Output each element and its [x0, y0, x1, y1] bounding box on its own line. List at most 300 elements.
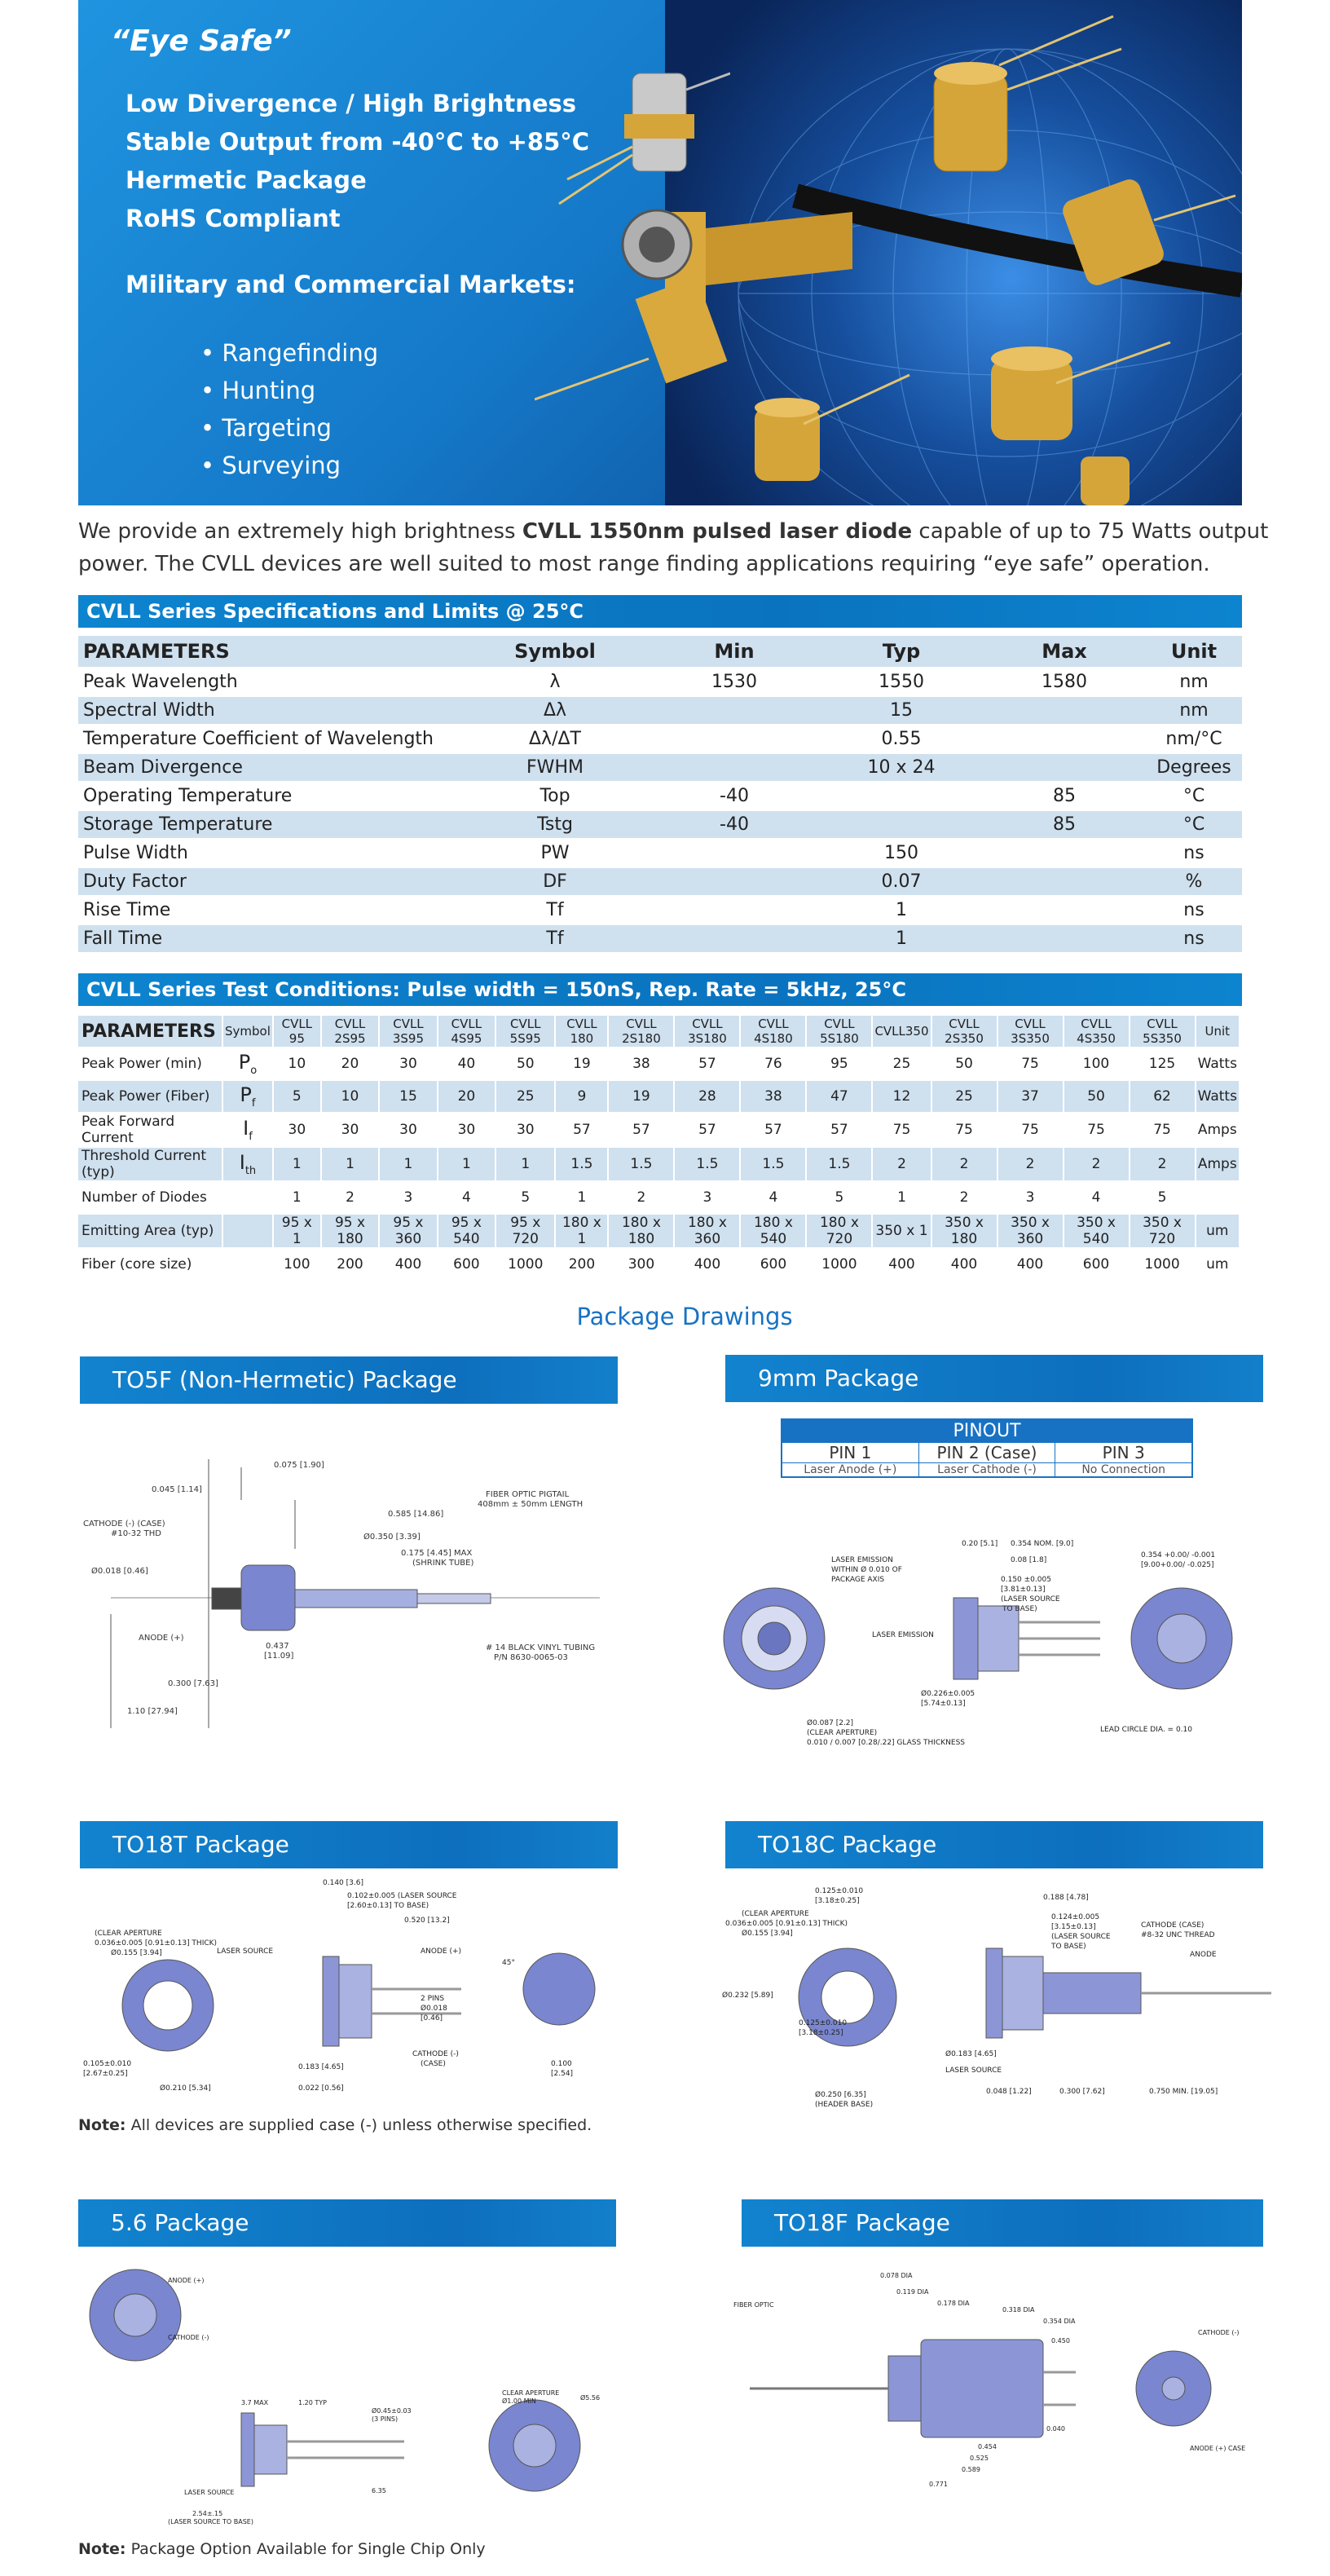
- nine-label: 0.354 +0.00/ -0.001: [1141, 1551, 1216, 1559]
- spec-title: CVLL Series Specifications and Limits @ 25°C: [78, 595, 1242, 628]
- to18t-label: Ø0.210 [5.34]: [160, 2084, 211, 2093]
- nine-label: [3.81±0.13]: [1001, 1586, 1046, 1594]
- test-value: 25: [892, 1056, 911, 1072]
- test-value: 1.5: [609, 1148, 673, 1180]
- test-header-cell: Unit: [1196, 1016, 1239, 1047]
- spec-parameter: Spectral Width: [78, 697, 461, 724]
- spec-parameter: Beam Divergence: [78, 754, 461, 781]
- nine-label: 0.010 / 0.007 [0.28/.22] GLASS THICKNESS: [807, 1739, 966, 1747]
- test-value: 38: [632, 1056, 650, 1072]
- to18t-label: CATHODE (-): [412, 2050, 459, 2058]
- test-title: CVLL Series Test Conditions: Pulse width = 150nS, Rep. Rate = 5kHz, 25°C: [78, 973, 1242, 1006]
- hero-title: “Eye Safe”: [111, 24, 292, 58]
- test-value: 57: [698, 1122, 716, 1138]
- nine-label: (CLEAR APERTURE): [807, 1729, 878, 1737]
- test-value: 350 x 720: [1130, 1215, 1195, 1247]
- test-parameter: Peak Power (Fiber): [78, 1081, 222, 1112]
- to18c-label: 0.125±0.010: [815, 1887, 864, 1895]
- spec-parameter: Temperature Coefficient of Wavelength: [83, 729, 434, 749]
- test-value: 30: [457, 1122, 476, 1138]
- to5f-label: ANODE (+): [139, 1634, 184, 1643]
- test-value: 600: [1082, 1256, 1110, 1273]
- test-value: 25: [496, 1081, 554, 1112]
- spec-header-cell: Symbol: [461, 636, 649, 667]
- to18c-label: LASER SOURCE: [945, 2067, 1002, 2075]
- to18c-label: [3.18±0.25]: [799, 2029, 843, 2037]
- test-value: 25: [932, 1081, 997, 1112]
- to18c-label: (HEADER BASE): [815, 2101, 874, 2109]
- spec-value: 1550: [879, 672, 924, 692]
- spec-value: Tstg: [461, 811, 649, 838]
- nine-label: Ø0.087 [2.2]: [807, 1719, 854, 1727]
- pinout-table: [781, 1418, 1193, 1478]
- spec-value: 1580: [1042, 672, 1087, 692]
- test-value: 2: [998, 1148, 1063, 1180]
- test-header-cell: CVLL 4S180: [741, 1016, 805, 1047]
- test-value: 95 x 540: [438, 1215, 495, 1247]
- to18t-label: 0.022 [0.56]: [298, 2084, 344, 2093]
- spec-parameter: Operating Temperature: [83, 786, 293, 806]
- to18f-label: 0.178 DIA: [937, 2300, 970, 2307]
- test-value: 5: [274, 1081, 320, 1112]
- test-value: 2: [873, 1148, 930, 1180]
- spec-parameter: Peak Wavelength: [83, 672, 238, 692]
- test-value: 50: [1064, 1081, 1129, 1112]
- test-value: 19: [573, 1056, 591, 1072]
- test-value: 50: [516, 1056, 535, 1072]
- test-value: 2: [346, 1189, 355, 1206]
- spec-value: [649, 897, 820, 924]
- test-row: [78, 1182, 1239, 1213]
- spec-value: nm: [1179, 672, 1209, 692]
- test-symbol: [223, 1215, 272, 1247]
- to18t-label: 0.100: [551, 2060, 572, 2068]
- test-value: 4: [768, 1189, 778, 1206]
- spec-header-cell: Unit: [1146, 636, 1242, 667]
- test-symbol: $I_f$: [243, 1117, 253, 1143]
- to18c-label: CATHODE (CASE): [1141, 1921, 1204, 1930]
- spec-value: Degrees: [1146, 754, 1242, 781]
- pinout-title: PINOUT: [782, 1420, 1191, 1443]
- package-bar-to18c: TO18C Package: [725, 1821, 1263, 1868]
- p56-label: CATHODE (-): [168, 2334, 209, 2341]
- hero-market-item: • Surveying: [200, 452, 341, 479]
- test-value: 57: [764, 1122, 782, 1138]
- to18f-drawing: [733, 2266, 1271, 2511]
- test-symbol: $P_o$: [238, 1051, 258, 1077]
- to18c-label: [3.15±0.13]: [1051, 1923, 1096, 1931]
- test-value: 1: [292, 1189, 302, 1206]
- test-value: 10: [288, 1056, 306, 1072]
- spec-row: [78, 840, 1242, 867]
- test-value: 350 x 540: [1064, 1215, 1129, 1247]
- spec-header-row: [78, 636, 1242, 667]
- test-value: 180 x 720: [807, 1215, 871, 1247]
- test-value: 1: [577, 1189, 587, 1206]
- p56-label: Ø0.45±0.03: [372, 2407, 412, 2415]
- to5f-label: 0.437: [266, 1642, 289, 1651]
- test-value: 2: [932, 1148, 997, 1180]
- test-value: 57: [698, 1056, 716, 1072]
- spec-value: 15: [820, 697, 983, 724]
- test-value: 75: [1153, 1122, 1171, 1138]
- test-value: 30: [341, 1122, 359, 1138]
- spec-value: Δλ: [461, 697, 649, 724]
- to18c-label: #8-32 UNC THREAD: [1141, 1931, 1215, 1939]
- package-drawings-title: Package Drawings: [576, 1303, 793, 1330]
- to5f-label: FIBER OPTIC PIGTAIL: [486, 1490, 570, 1499]
- to18f-label: 0.040: [1046, 2425, 1065, 2433]
- test-value: 37: [998, 1081, 1063, 1112]
- spec-value: Top: [539, 786, 570, 806]
- test-value: 30: [288, 1122, 306, 1138]
- spec-value: [983, 840, 1146, 867]
- spec-value: ns: [1183, 843, 1204, 863]
- p56-label: CLEAR APERTURE: [502, 2389, 560, 2397]
- test-value: 200: [337, 1256, 363, 1273]
- test-value: 75: [1021, 1056, 1039, 1072]
- test-unit: Amps: [1196, 1148, 1239, 1180]
- test-value: 3: [1025, 1189, 1035, 1206]
- test-value: 4: [461, 1189, 471, 1206]
- to18t-label: 2 PINS: [421, 1995, 445, 2003]
- to18c-label: ANODE: [1190, 1951, 1217, 1959]
- to18t-label: Ø0.018: [421, 2005, 447, 2013]
- to18t-label: 45°: [502, 1959, 515, 1967]
- hero-feature-list: [126, 85, 589, 238]
- intro-product-name: CVLL 1550nm pulsed laser diode: [522, 519, 913, 544]
- intro-paragraph: We provide an extremely high brightness CVLL 1550nm pulsed laser diode capable of up to 75 Watts output power. The CVLL devices are well suited to most range finding applications requiring “eye safe” operation.: [78, 519, 1269, 576]
- spec-value: Tf: [461, 925, 649, 952]
- to18t-label: [0.46]: [421, 2014, 443, 2022]
- test-value: 350 x 1: [873, 1215, 930, 1247]
- test-header-cell: PARAMETERS: [78, 1016, 222, 1047]
- test-header-cell: CVLL 2S95: [322, 1016, 378, 1047]
- p56-label: 1.20 TYP: [298, 2399, 327, 2406]
- hero-product-illustration: [665, 0, 1242, 505]
- test-value: 10: [322, 1081, 378, 1112]
- spec-value: λ: [549, 672, 561, 692]
- spec-section: [78, 595, 1242, 954]
- test-unit: Watts: [1197, 1056, 1237, 1072]
- test-value: 1.5: [741, 1148, 805, 1180]
- to18f-label: 0.454: [978, 2443, 997, 2450]
- test-header-cell: CVLL350: [873, 1016, 930, 1047]
- test-value: 1.5: [807, 1148, 871, 1180]
- to18c-label: 0.048 [1.22]: [986, 2088, 1032, 2096]
- test-value: 19: [609, 1081, 673, 1112]
- spec-value: nm/°C: [1165, 729, 1222, 749]
- test-header-cell: CVLL 4S350: [1064, 1016, 1129, 1047]
- to18c-label: (LASER SOURCE: [1051, 1933, 1111, 1941]
- spec-row: [78, 925, 1242, 952]
- to5f-label: 0.585 [14.86]: [388, 1510, 444, 1519]
- test-value: 47: [807, 1081, 871, 1112]
- spec-value: [983, 726, 1146, 752]
- test-value: 1: [438, 1148, 495, 1180]
- test-value: 200: [568, 1256, 596, 1273]
- spec-parameter: Rise Time: [83, 900, 171, 920]
- test-value: 400: [888, 1256, 915, 1273]
- package-bar-to18f: TO18F Package: [742, 2199, 1263, 2247]
- to5f-label: (SHRINK TUBE): [412, 1559, 474, 1568]
- to18t-drawing: [78, 1875, 632, 2103]
- to18c-label: TO BASE): [1051, 1943, 1086, 1951]
- to18c-label: Ø0.155 [3.94]: [742, 1930, 793, 1938]
- spec-value: DF: [461, 868, 649, 895]
- test-unit: [1196, 1182, 1239, 1213]
- test-value: 125: [1148, 1056, 1176, 1072]
- test-value: 350 x 180: [932, 1215, 997, 1247]
- to18f-label: CATHODE (-): [1198, 2329, 1240, 2336]
- nine-label: LEAD CIRCLE DIA. = 0.10: [1100, 1726, 1192, 1734]
- hero-feature: Hermetic Package: [126, 166, 367, 194]
- test-value: 100: [284, 1256, 310, 1273]
- nine-label: [9.00+0.00/ -0.025]: [1141, 1561, 1214, 1569]
- test-header-cell: CVLL 95: [274, 1016, 320, 1047]
- to18t-label: 0.036±0.005 [0.91±0.13] THICK): [95, 1939, 218, 1947]
- test-unit: um: [1206, 1256, 1229, 1273]
- test-table: [77, 1014, 1240, 1281]
- nine-label: WITHIN Ø 0.010 OF: [831, 1566, 902, 1574]
- test-value: 1: [322, 1148, 378, 1180]
- hero-market-item: • Rangefinding: [200, 339, 379, 367]
- hero-banner: [78, 0, 1242, 505]
- test-value: 5: [521, 1189, 531, 1206]
- spec-value: -40: [649, 811, 820, 838]
- test-header-cell: CVLL 4S95: [438, 1016, 495, 1047]
- nine-label: LASER EMISSION: [831, 1556, 893, 1564]
- test-value: 180 x 1: [556, 1215, 607, 1247]
- to18f-label: 0.119 DIA: [896, 2288, 929, 2296]
- test-header-cell: CVLL 5S95: [496, 1016, 554, 1047]
- test-value: 100: [1082, 1056, 1110, 1072]
- nine-label: 0.354 NOM. [9.0]: [1011, 1540, 1074, 1548]
- nine-label: 0.150 ±0.005: [1001, 1576, 1051, 1584]
- test-value: 57: [632, 1122, 650, 1138]
- test-value: 1.5: [556, 1148, 607, 1180]
- p56-drawing: [78, 2258, 632, 2527]
- test-value: 1: [380, 1148, 436, 1180]
- spec-value: [649, 726, 820, 752]
- test-unit: Amps: [1197, 1122, 1237, 1138]
- to18f-label: 0.318 DIA: [1002, 2306, 1035, 2314]
- p56-label: (3 PINS): [372, 2415, 399, 2423]
- test-parameter: Number of Diodes: [81, 1189, 207, 1206]
- test-value: 300: [628, 1256, 655, 1273]
- to18f-label: 0.078 DIA: [880, 2272, 913, 2279]
- p56-label: LASER SOURCE: [184, 2489, 235, 2496]
- spec-row: [78, 897, 1242, 924]
- test-header-cell: CVLL 2S350: [932, 1016, 997, 1047]
- test-row: [78, 1249, 1239, 1280]
- to18c-label: Ø0.232 [5.89]: [722, 1992, 773, 2000]
- spec-table: [78, 634, 1242, 954]
- test-value: 1000: [1144, 1256, 1180, 1273]
- spec-header-cell: Max: [983, 636, 1146, 667]
- to18t-label: Ø0.155 [3.94]: [111, 1949, 162, 1957]
- test-value: 50: [955, 1056, 973, 1072]
- test-header-cell: CVLL 3S180: [675, 1016, 739, 1047]
- test-value: 2: [1130, 1148, 1195, 1180]
- nine-label: (LASER SOURCE: [1001, 1595, 1060, 1603]
- test-value: 350 x 360: [998, 1215, 1063, 1247]
- spec-value: 0.55: [881, 729, 922, 749]
- test-value: 400: [394, 1256, 422, 1273]
- test-row: [78, 1215, 1239, 1247]
- test-header-cell: Symbol: [223, 1016, 272, 1047]
- test-symbol: [223, 1249, 272, 1280]
- test-value: 28: [675, 1081, 739, 1112]
- test-value: 2: [636, 1189, 646, 1206]
- test-value: 40: [457, 1056, 476, 1072]
- test-value: 3: [702, 1189, 712, 1206]
- to5f-label: 0.045 [1.14]: [152, 1485, 202, 1494]
- to18c-label: 0.300 [7.62]: [1059, 2088, 1105, 2096]
- spec-value: PW: [540, 843, 570, 863]
- test-value: 400: [694, 1256, 721, 1273]
- to5f-label: 1.10 [27.94]: [127, 1707, 178, 1716]
- spec-value: [649, 925, 820, 952]
- to18f-label: 0.771: [929, 2481, 948, 2488]
- to18t-label: 0.105±0.010: [83, 2060, 132, 2068]
- nine-mm-drawing: [717, 1533, 1271, 1777]
- test-value: 12: [873, 1081, 930, 1112]
- test-value: 5: [1157, 1189, 1167, 1206]
- to18t-label: (CASE): [421, 2060, 446, 2068]
- test-value: 400: [950, 1256, 978, 1273]
- to18c-label: 0.036±0.005 [0.91±0.13] THICK): [725, 1920, 848, 1928]
- p56-label: (LASER SOURCE TO BASE): [168, 2518, 253, 2525]
- test-header-cell: CVLL 180: [556, 1016, 607, 1047]
- test-value: 180 x 540: [741, 1215, 805, 1247]
- spec-value: 1530: [711, 672, 757, 692]
- test-value: 95 x 180: [322, 1215, 378, 1247]
- to18t-label: [2.60±0.13] TO BASE): [347, 1902, 429, 1910]
- test-value: 57: [830, 1122, 848, 1138]
- test-value: 15: [380, 1081, 436, 1112]
- test-value: 180 x 360: [675, 1215, 739, 1247]
- to5f-label: 0.075 [1.90]: [274, 1461, 324, 1470]
- to18c-label: 0.125±0.010: [799, 2019, 848, 2027]
- spec-value: [649, 840, 820, 867]
- test-row: [78, 1048, 1239, 1079]
- spec-header-cell: Min: [649, 636, 820, 667]
- test-unit: um: [1196, 1215, 1239, 1247]
- test-value: 95: [830, 1056, 848, 1072]
- note-package-option: Note: Package Option Available for Single Chip Only: [78, 2540, 486, 2558]
- spec-row: [78, 668, 1242, 695]
- to18f-label: 0.589: [962, 2466, 980, 2473]
- spec-parameter: Duty Factor: [78, 868, 461, 895]
- test-value: 38: [741, 1081, 805, 1112]
- nine-label: 0.20 [5.1]: [962, 1540, 998, 1548]
- test-value: 62: [1130, 1081, 1195, 1112]
- spec-row: [78, 868, 1242, 895]
- to5f-label: 0.175 [4.45] MAX: [401, 1549, 473, 1558]
- to18t-label: 0.140 [3.6]: [323, 1879, 363, 1887]
- test-symbol: $P_f$: [223, 1081, 272, 1112]
- test-value: 4: [1091, 1189, 1101, 1206]
- test-header-cell: CVLL 2S180: [609, 1016, 673, 1047]
- p56-label: Ø5.56: [580, 2394, 601, 2402]
- test-value: 95 x 360: [380, 1215, 436, 1247]
- spec-value: 1: [820, 925, 983, 952]
- test-value: 1: [274, 1148, 320, 1180]
- test-row: [78, 1081, 1239, 1112]
- hero-feature: Low Divergence / High Brightness: [126, 90, 577, 117]
- spec-value: 1: [896, 900, 907, 920]
- nine-label: [5.74±0.13]: [921, 1700, 966, 1708]
- to18c-label: 0.124±0.005: [1051, 1913, 1100, 1921]
- spec-parameter: Storage Temperature: [78, 811, 461, 838]
- package-bar-5-6: 5.6 Package: [78, 2199, 616, 2247]
- spec-value: -40: [720, 786, 749, 806]
- test-value: 2: [1064, 1148, 1129, 1180]
- test-value: 75: [955, 1122, 973, 1138]
- to5f-drawing: [78, 1451, 616, 1745]
- p56-label: 2.54±.15: [192, 2510, 223, 2517]
- test-value: 95 x 1: [274, 1215, 320, 1247]
- spec-row: [78, 726, 1242, 752]
- nine-label: PACKAGE AXIS: [831, 1576, 885, 1584]
- to18c-drawing: [717, 1883, 1271, 2128]
- test-header-cell: CVLL 5S350: [1130, 1016, 1195, 1047]
- test-parameter: Peak Forward Current: [81, 1114, 175, 1146]
- p56-label: ANODE (+): [168, 2277, 205, 2284]
- spec-row: [78, 783, 1242, 809]
- pinout-header: PIN 1: [782, 1443, 919, 1463]
- to18c-label: [3.18±0.25]: [815, 1897, 860, 1905]
- test-symbol: [223, 1182, 272, 1213]
- p56-label: Ø1.00 MIN: [502, 2397, 536, 2405]
- to18t-label: ANODE (+): [421, 1947, 462, 1956]
- test-value: 5: [835, 1189, 844, 1206]
- test-header-cell: CVLL 3S95: [380, 1016, 436, 1047]
- test-value: 75: [1087, 1122, 1105, 1138]
- spec-value: Δλ/ΔT: [529, 729, 581, 749]
- test-value: 30: [399, 1122, 417, 1138]
- spec-value: ns: [1146, 925, 1242, 952]
- to18f-label: ANODE (+) CASE: [1190, 2445, 1246, 2452]
- spec-parameter: Pulse Width: [83, 843, 188, 863]
- test-unit: Watts: [1196, 1081, 1239, 1112]
- test-header-row: [78, 1016, 1239, 1047]
- to18f-label: 0.354 DIA: [1043, 2318, 1076, 2325]
- to18c-label: Ø0.183 [4.65]: [945, 2050, 997, 2058]
- note-case: Note: All devices are supplied case (-) unless otherwise specified.: [78, 2116, 592, 2134]
- test-parameter: Fiber (core size): [81, 1256, 192, 1273]
- spec-value: 150: [884, 843, 918, 863]
- to18c-label: 0.188 [4.78]: [1043, 1894, 1089, 1902]
- spec-value: Tf: [546, 900, 564, 920]
- p56-label: 3.7 MAX: [241, 2399, 269, 2406]
- spec-value: °C: [1146, 811, 1242, 838]
- test-row: [78, 1148, 1239, 1180]
- to5f-label: [11.09]: [264, 1652, 294, 1661]
- spec-value: [983, 754, 1146, 781]
- test-value: 9: [556, 1081, 607, 1112]
- test-value: 2: [959, 1189, 969, 1206]
- pinout-value: No Connection: [1081, 1463, 1166, 1476]
- spec-value: [649, 868, 820, 895]
- spec-value: 10 x 24: [820, 754, 983, 781]
- spec-value: [820, 811, 983, 838]
- test-parameter: Emitting Area (typ): [78, 1215, 222, 1247]
- test-value: 1000: [821, 1256, 857, 1273]
- test-value: 30: [516, 1122, 535, 1138]
- pinout-header: PIN 2 (Case): [919, 1443, 1056, 1463]
